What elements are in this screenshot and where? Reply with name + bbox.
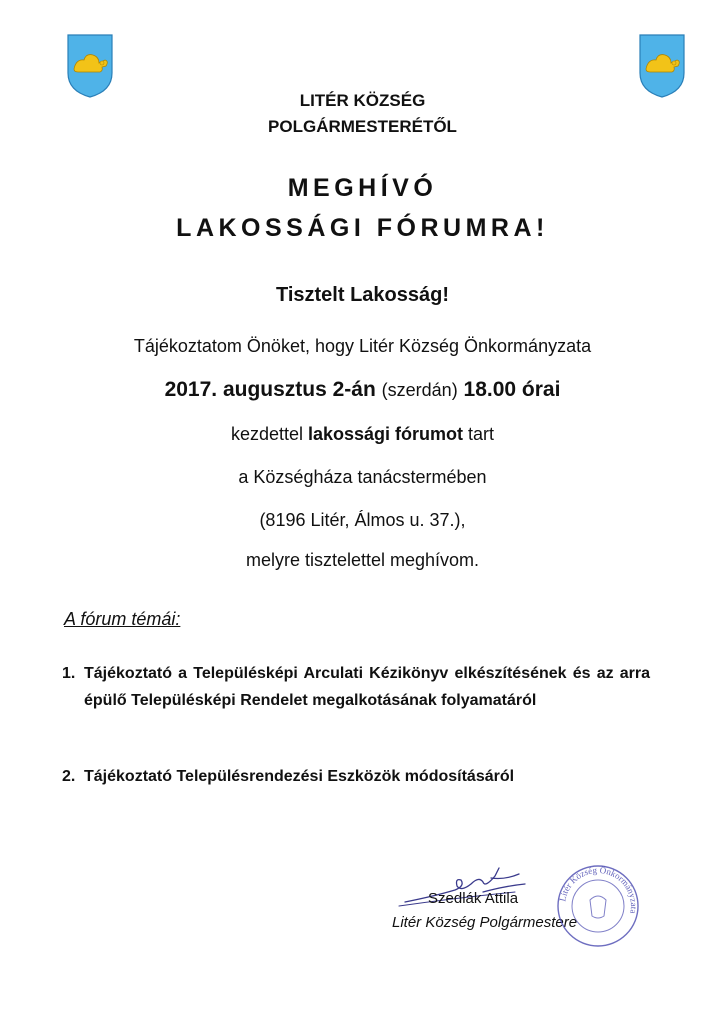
event-time: 18.00 órai: [463, 378, 561, 401]
signatory-role: Litér Község Polgármestere: [392, 914, 578, 931]
signatory-name: Szedlák Attila: [428, 890, 519, 907]
body-line-6: melyre tisztelettel meghívom.: [245, 550, 480, 570]
title-invitation: MEGHÍVÓ: [287, 174, 438, 202]
body-line-3: [0, 424, 725, 445]
title-forum: LAKOSSÁGI FÓRUMRA!: [176, 214, 549, 242]
venue-address: (8196 Litér, Álmos u. 37.),: [259, 510, 466, 530]
topic-item-2: [62, 763, 650, 790]
topic-text: Tájékoztató Településrendezési Eszközök módosításáról: [84, 768, 515, 785]
topics-heading: A fórum témái:: [64, 609, 181, 629]
issuer-heading: [0, 88, 725, 140]
official-stamp-icon: [556, 864, 640, 948]
topic-number: 1.: [62, 665, 76, 682]
body-line-3-pre: kezdettel: [230, 424, 303, 444]
issuer-line-1: LITÉR KÖZSÉG: [299, 91, 426, 110]
issuer-line-2: POLGÁRMESTERÉTŐL: [268, 117, 457, 136]
body-line-1: Tájékoztatom Önöket, hogy Litér Község Önkormányzata: [133, 336, 592, 356]
svg-text:Litér Község Önkormányzata: [557, 865, 639, 914]
topic-number: 2.: [62, 768, 76, 785]
topic-text: Tájékoztató a Településképi Arculati Kézikönyv elkészítésének és az arra épülő Településképi Rendelet megalkotásának folyamatáról: [84, 665, 650, 709]
event-weekday: (szerdán): [381, 380, 458, 400]
event-date: 2017. augusztus 2-án: [164, 378, 376, 401]
greeting: Tisztelt Lakosság!: [275, 284, 450, 306]
body-line-3-post: tart: [468, 424, 495, 444]
topic-item-1: [62, 660, 650, 714]
forum-label: lakossági fórumot: [308, 424, 464, 444]
body-line-4: a Községháza tanácstermében: [238, 467, 487, 487]
body-line-date: [0, 378, 725, 402]
stamp-text: Litér Község Önkormányzata: [557, 864, 640, 915]
